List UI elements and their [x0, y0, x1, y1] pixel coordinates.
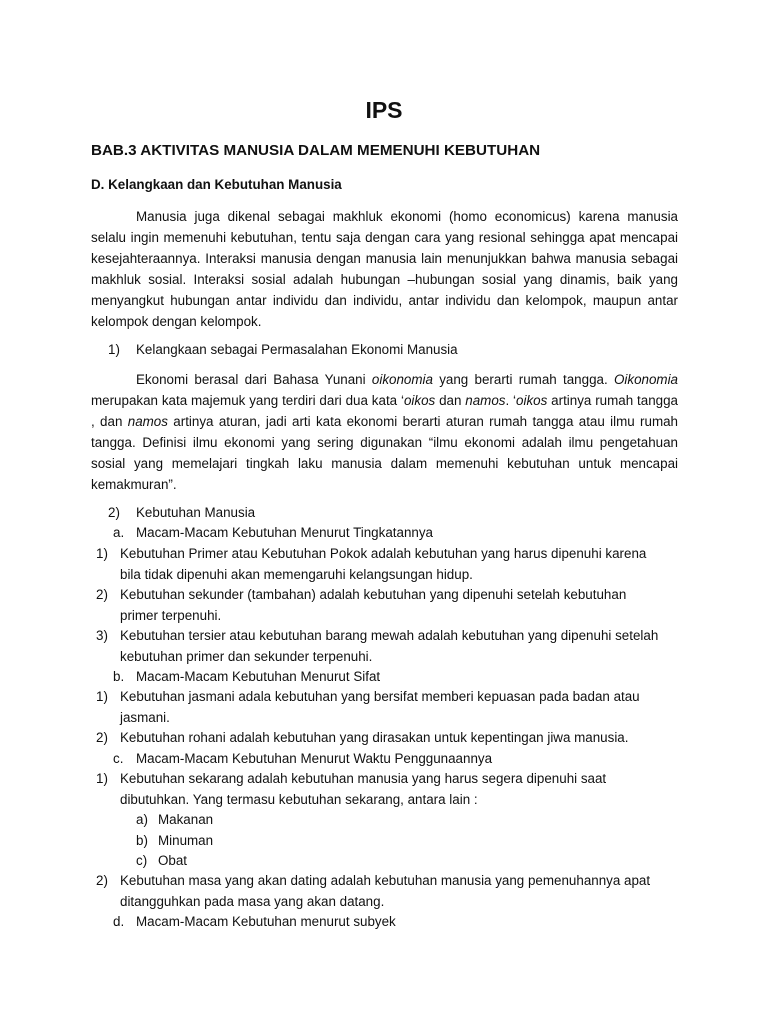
c1-list-item-2: Minuman [158, 833, 214, 848]
item1-heading: Kelangkaan sebagai Permasalahan Ekonomi Manusia [136, 342, 458, 357]
subB-heading: Macam-Macam Kebutuhan Menurut Sifat [136, 669, 381, 684]
item2-heading: Kebutuhan Manusia [136, 505, 256, 520]
p2-italic-2: Oikonomia [613, 372, 678, 387]
c1-list-num-3: c) [136, 853, 148, 868]
a3-line1: Kebutuhan tersier atau kebutuhan barang mewah adalah kebutuhan yang dipenuhi setelah [120, 628, 659, 643]
p2-italic-6: namos [127, 414, 168, 429]
chapter-heading: BAB.3 AKTIVITAS MANUSIA DALAM MEMENUHI KEBUTUHAN [91, 142, 541, 159]
subA-letter: a. [113, 525, 125, 540]
p2-italic-4: namos [465, 393, 506, 408]
intro-paragraph [91, 206, 678, 332]
p2-text-3: merupakan kata majemuk yang terdiri dari dua kata ‘ [91, 393, 404, 408]
subD-letter: d. [113, 914, 125, 929]
p2-text-2: yang berarti rumah tangga. [432, 372, 614, 387]
c1-list-num-2: b) [136, 833, 148, 848]
p2-italic-3: oikos [403, 393, 436, 408]
a1-number: 1) [96, 546, 108, 561]
item2-number: 2) [108, 505, 120, 520]
p2-text-6: artinya rumah tangga , dan [91, 393, 678, 429]
intro-text: Manusia juga dikenal sebagai makhluk ekonomi (homo economicus) karena manusia selalu ingin memenuhi kebutuhan, tentu saja dengan cara yang resional sehingga apat mencapai kesejahteraannya. Interaksi manusia dengan manusia lain menunjukkan bahwa manusia sebagai makhluk sosial. Interaksi sosial adalah hubungan –hubungan sosial yang dinamis, baik yang menyangkut hubungan antar individu dan individu, antar individu dan kelompok, maupun antar kelompok dengan kelompok. [91, 209, 678, 329]
a2-number: 2) [96, 587, 108, 602]
a3-line2: kebutuhan primer dan sekunder terpenuhi. [120, 649, 373, 664]
document-title: IPS [365, 97, 403, 123]
c1-list-item-1: Makanan [158, 812, 214, 827]
c2-number: 2) [96, 873, 108, 888]
a3-number: 3) [96, 628, 108, 643]
a2-line2: primer terpenuhi. [120, 608, 222, 623]
b1-line1: Kebutuhan jasmani adala kebutuhan yang bersifat memberi kepuasan pada badan atau [120, 689, 640, 704]
subD-heading: Macam-Macam Kebutuhan menurut subyek [136, 914, 396, 929]
p2-text-1: Ekonomi berasal dari Bahasa Yunani [136, 372, 372, 387]
b1-line2: jasmani. [120, 710, 170, 725]
a1-line2: bila tidak dipenuhi akan memengaruhi kelangsungan hidup. [120, 567, 473, 582]
c1-list-num-1: a) [136, 812, 148, 827]
c1-number: 1) [96, 771, 108, 786]
c2-line1: Kebutuhan masa yang akan dating adalah kebutuhan manusia yang pemenuhannya apat [120, 873, 651, 888]
c1-line2: dibutuhkan. Yang termasu kebutuhan sekarang, antara lain : [120, 792, 478, 807]
b1-number: 1) [96, 689, 108, 704]
p2-italic-1: oikonomia [371, 372, 433, 387]
subC-letter: c. [113, 751, 124, 766]
b2-number: 2) [96, 730, 108, 745]
p2-text-4: dan [435, 393, 466, 408]
c2-line2: ditangguhkan pada masa yang akan datang. [120, 894, 385, 909]
a1-line1: Kebutuhan Primer atau Kebutuhan Pokok adalah kebutuhan yang harus dipenuhi karena [120, 546, 647, 561]
item1-number: 1) [108, 342, 120, 357]
economics-paragraph [91, 369, 678, 495]
subB-letter: b. [113, 669, 125, 684]
p2-italic-5: oikos [516, 393, 548, 408]
c1-line1: Kebutuhan sekarang adalah kebutuhan manusia yang harus segera dipenuhi saat [120, 771, 607, 786]
subA-heading: Macam-Macam Kebutuhan Menurut Tingkatannya [136, 525, 433, 540]
subC-heading: Macam-Macam Kebutuhan Menurut Waktu Penggunaannya [136, 751, 493, 766]
section-heading: D. Kelangkaan dan Kebutuhan Manusia [91, 177, 342, 192]
b2-line1: Kebutuhan rohani adalah kebutuhan yang dirasakan untuk kepentingan jiwa manusia. [120, 730, 629, 745]
a2-line1: Kebutuhan sekunder (tambahan) adalah kebutuhan yang dipenuhi setelah kebutuhan [120, 587, 627, 602]
p2-text-5: . ‘ [505, 393, 517, 408]
c1-list-item-3: Obat [158, 853, 188, 868]
p2-text-7: artinya aturan, jadi arti kata ekonomi berarti aturan rumah tangga atau ilmu rumah tangga. Definisi ilmu ekonomi yang sering digunakan “ilmu ekonomi adalah ilmu pengetahuan sosial yang memelajari tingkah laku manusia dalam memenuhi kebutuhan untuk mencapai kemakmuran”. [91, 414, 678, 492]
